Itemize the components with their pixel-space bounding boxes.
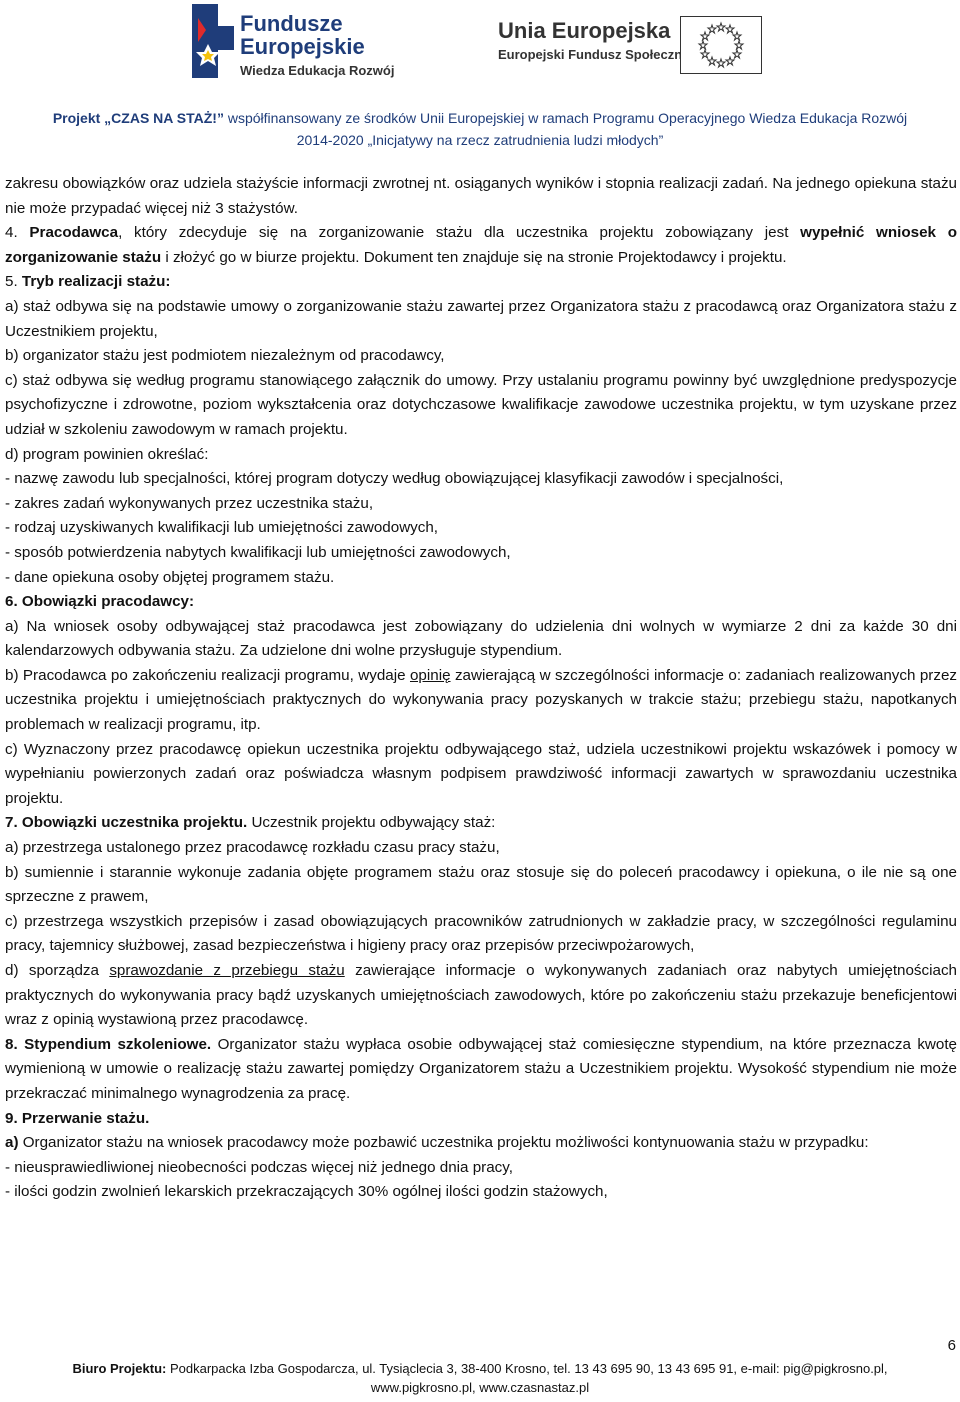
text: Uczestnik projektu odbywający staż: (247, 814, 496, 832)
page-number: 6 (947, 1337, 956, 1354)
list-item: - rodzaj uzyskiwanych kwalifikacji lub umiejętności zawodowych, (5, 519, 439, 537)
section-6-heading: 6. Obowiązki pracodawcy: (5, 593, 195, 611)
text: i złożyć go w biurze projektu. Dokument ten znajduje się na stronie Projektodawcy i projektu. (161, 248, 787, 266)
section-9-heading: 9. Przerwanie stażu. (5, 1109, 150, 1127)
list-item: c) Wyznaczony przez pracodawcę opiekun uczestnika projektu odbywającego staż, udziela uczestnikowi projektu wskazówek i pomocy w wypełnianiu powierzonych zadań oraz poświadcza własnym podpisem prawdziwość informacji zawartych w sprawozdaniu uczestnika projektu. (5, 740, 957, 807)
project-header-line2: 2014-2020 „Inicjatywy na rzecz zatrudnienia ludzi młodych” (296, 132, 664, 148)
fe-logo-line1: Fundusze (240, 11, 343, 36)
list-item: a) staż odbywa się na podstawie umowy o zorganizowanie stażu zawartej przez Organizatora stażu z pracodawcą oraz Organizatora stażu z Uczestnikiem projektu, (5, 297, 957, 340)
eu-flag-icon (680, 16, 762, 74)
list-item: a) Na wniosek osoby odbywającej staż pracodawca jest zobowiązany do udzielenia dni wolnych w wymiarze 2 dni za każde 30 dni kalendarzowych odbywania stażu. Za udzielone dni wolne przysługuje stypendium. (5, 617, 957, 660)
list-marker: a) (5, 1134, 19, 1152)
paragraph: zakresu obowiązków oraz udziela stażyście informacji zwrotnej nt. osiąganych wyników i stopnia realizacji zadań. Na jednego opiekuna stażu nie może przypadać więcej niż 3 stażystów. (5, 175, 957, 217)
project-header-line1-rest: współfinansowany ze środków Unii Europejskiej w ramach Programu Operacyjnego Wiedza Edukacja Rozwój (223, 110, 908, 126)
list-item: - ilości godzin zwolnień lekarskich przekraczających 30% ogólnej ilości godzin stażowych, (5, 1183, 608, 1201)
text: d) sporządza (5, 962, 110, 979)
text: zawierające informacje o wykonywanych zadaniach oraz nabytych umiejętnościach praktycznych do wykonywania pracy bądź uzyskanych umiejętnościach zawodowych, które po zakończeniu stażu przekazuje beneficjentowi wraz z opinią wystawioną przez pracodawcę. (5, 962, 957, 1029)
project-header (0, 107, 960, 151)
list-item: c) staż odbywa się według programu stanowiącego załącznik do umowy. Przy ustalaniu programu powinny być uwzględnione predyspozycje psychofizyczne i zdrowotne, poziom wykształcenia oraz dotychczasowe kwalifikacje zawodowe uczestnika projektu, w tym uzyskane przez udział w szkoleniu zawodowym w ramach projektu. (5, 371, 957, 438)
section-title: 8. Stypendium szkoleniowe. (5, 1035, 212, 1053)
list-item: c) przestrzega wszystkich przepisów i zasad obowiązujących pracowników zatrudnionych w zakładzie pracy, w szczególności regulaminu pracy, tajemnicy służbowej, zasad bezpieczeństwa i higieny pracy oraz przepisów przeciwpożarowych, (5, 912, 957, 955)
list-item: d) program powinien określać: (5, 445, 209, 463)
footer-label: Biuro Projektu: (72, 1361, 167, 1376)
footer-address: Podkarpacka Izba Gospodarcza, ul. Tysiąclecia 3, 38-400 Krosno, tel. 13 43 695 90, 13 43 695 91, e-mail: pig@pigkrosno.pl, (166, 1361, 888, 1376)
document-body (5, 172, 957, 1205)
fe-logo-line2: Europejskie (240, 34, 365, 59)
section-7-heading (5, 811, 957, 836)
section-number: 5. (5, 273, 22, 291)
ue-logo-line1: Unia Europejska (498, 18, 671, 43)
text: Organizator stażu wypłaca osobie odbywającej staż comiesięczne stypendium, na które przeznacza kwotę wymienioną w umowie o realizację stażu zawartej pomiędzy Organizatorem stażu a Uczestnikiem projektu. Wysokość stypendium nie może przekraczać minimalnego wynagrodzenia za pracę. (5, 1035, 957, 1102)
list-item: - dane opiekuna osoby objętej programem stażu. (5, 568, 335, 586)
list-item (5, 1131, 957, 1156)
text: , który zdecyduje się na zorganizowanie stażu dla uczestnika projektu zobowiązany jest (118, 224, 801, 242)
section-title: 7. Obowiązki uczestnika projektu. (5, 814, 248, 832)
list-item: a) przestrzega ustalonego przez pracodawcę rozkładu czasu pracy stażu, (5, 839, 500, 857)
list-item (5, 959, 957, 1033)
ue-logo-line2: Europejski Fundusz Społeczny (498, 47, 690, 62)
list-item: b) sumiennie i starannie wykonuje zadania objęte programem stażu oraz stosuje się do poleceń pracodawcy i opiekuna, o ile nie są one sprzeczne z prawem, (5, 863, 957, 906)
fe-star-icon (184, 4, 234, 78)
section-8 (5, 1033, 957, 1107)
footer-line1 (0, 1359, 960, 1378)
section-number: 4. (5, 224, 30, 242)
list-item: - nieusprawiedliwionej nieobecności podczas więcej niż jednego dnia pracy, (5, 1158, 513, 1176)
fundusze-europejskie-logo (170, 2, 410, 82)
list-item: - sposób potwierdzenia nabytych kwalifikacji lub umiejętności zawodowych, (5, 543, 511, 561)
underlined-text: opinię (409, 666, 451, 684)
underlined-text: sprawozdanie z przebiegu stażu (109, 962, 345, 979)
project-name: Projekt „CZAS NA STAŻ!” (52, 110, 224, 126)
section-title: Tryb realizacji stażu: (21, 273, 171, 291)
bold-text: wypełnić wniosek o zorganizowanie stażu (5, 224, 957, 266)
ue-logo-text (498, 18, 689, 64)
fe-logo-text (240, 12, 394, 80)
unia-europejska-logo (480, 10, 800, 80)
fe-logo-line3: Wiedza Edukacja Rozwój (240, 63, 395, 78)
list-item: b) organizator stażu jest podmiotem niezależnym od pracodawcy, (5, 347, 445, 365)
list-item: - nazwę zawodu lub specjalności, której program dotyczy według obowiązującej klasyfikacji zawodów i specjalności, (5, 470, 784, 488)
footer-line2: www.pigkrosno.pl, www.czasnastaz.pl (370, 1380, 590, 1395)
list-item (5, 664, 957, 738)
text: Organizator stażu na wniosek pracodawcy może pozbawić uczestnika projektu możliwości kontynuowania stażu w przypadku: (18, 1134, 869, 1152)
list-item: - zakres zadań wykonywanych przez uczestnika stażu, (5, 494, 374, 512)
page-footer (0, 1359, 960, 1397)
project-header-line1 (0, 107, 960, 129)
section-4 (5, 221, 957, 270)
text: b) Pracodawca po zakończeniu realizacji programu, wydaje (5, 666, 410, 684)
section-5-heading (5, 270, 957, 295)
logo-bar (0, 0, 960, 100)
text: zawierającą w szczególności informacje o: zadaniach realizowanych przez uczestnika projektu i umiejętnościach praktycznych do wykonywania pracy pozyskanych w trakcie stażu; przebiegu stażu, napotkanych problemach w realizacji programu, itp. (5, 666, 957, 734)
bold-text: Pracodawca (29, 224, 119, 242)
